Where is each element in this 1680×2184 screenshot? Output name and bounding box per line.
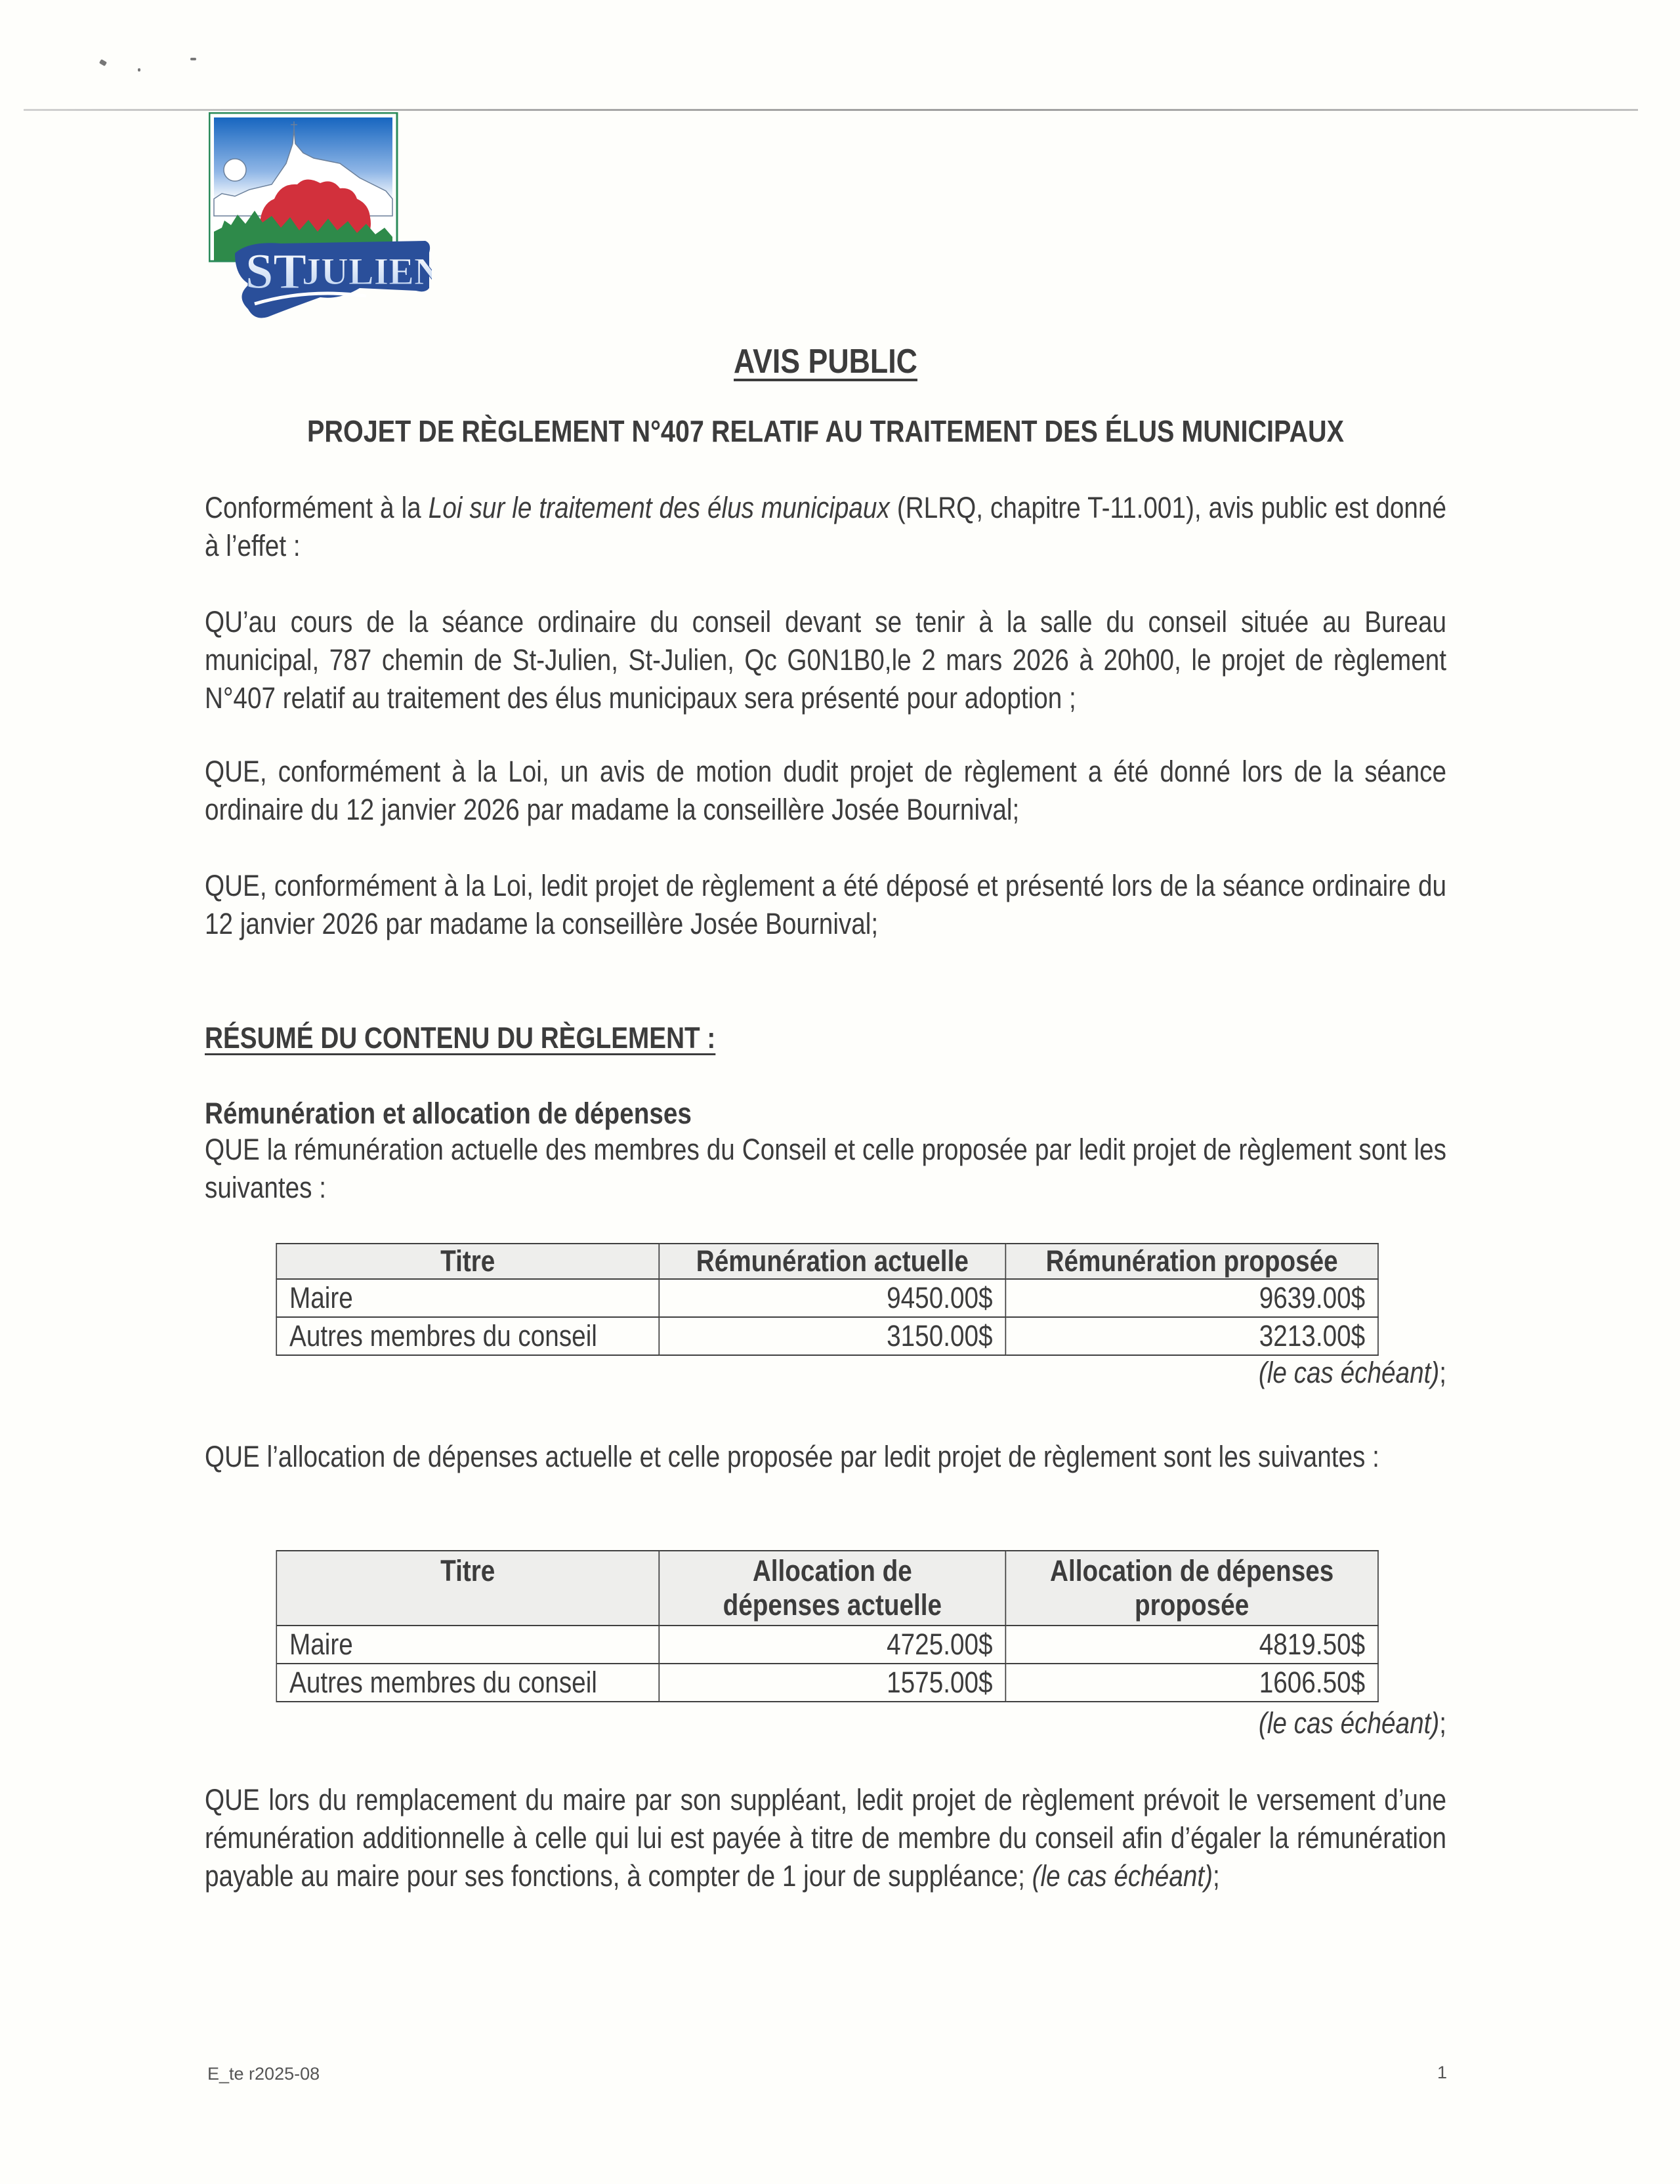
table-header-row	[276, 1244, 1378, 1279]
summary-heading: RÉSUMÉ DU CONTENU DU RÈGLEMENT :	[205, 1021, 716, 1055]
table-header-row	[276, 1551, 1378, 1626]
column-header: Rémunération actuelle	[659, 1244, 1005, 1279]
note-text: (le cas échéant)	[1258, 1356, 1440, 1389]
column-header: Titre	[276, 1551, 659, 1626]
current-amount: 9450.00$	[659, 1279, 1005, 1317]
intro-text-end: (RLRQ, chapitre T-11.001), avis public est donné à l’effet :	[205, 491, 1446, 562]
proposed-amount: 9639.00$	[1005, 1279, 1378, 1317]
seance-paragraph: QU’au cours de la séance ordinaire du conseil devant se tenir à la salle du conseil située au Bureau municipal, 787 chemin de St-Julien, St-Julien, Qc G0N1B0,le 2 mars 2026 à 20h00, le projet de règlement N°407 relatif au traitement des élus municipaux sera présenté pour adoption ;	[205, 605, 1446, 715]
page-title: AVIS PUBLIC	[734, 343, 917, 381]
column-header: Allocation de dépenses actuelle	[659, 1551, 1005, 1626]
row-title: Autres membres du conseil	[276, 1664, 659, 1702]
scan-header-line	[24, 109, 1638, 111]
scan-speck	[138, 68, 140, 72]
le-cas-echeant-note	[205, 1704, 1446, 1742]
note-suffix: ;	[1439, 1706, 1446, 1740]
le-cas-echeant-note	[205, 1354, 1446, 1392]
table-row	[276, 1664, 1378, 1702]
st-julien-logo-icon	[209, 112, 432, 322]
summary-subheading: Rémunération et allocation de dépenses	[205, 1097, 692, 1130]
column-header: Allocation de dépenses proposée	[1005, 1551, 1378, 1626]
logo-text-st: ST	[245, 244, 306, 299]
column-header: Rémunération proposée	[1005, 1244, 1378, 1279]
current-amount: 3150.00$	[659, 1317, 1005, 1355]
row-title: Autres membres du conseil	[276, 1317, 659, 1355]
table-row	[276, 1626, 1378, 1664]
law-name: Loi sur le traitement des élus municipaux	[428, 491, 890, 524]
depot-paragraph: QUE, conformément à la Loi, ledit projet de règlement a été déposé et présenté lors de la séance ordinaire du 12 janvier 2026 par madame la conseillère Josée Bournival;	[205, 869, 1446, 940]
row-title: Maire	[276, 1279, 659, 1317]
intro-text: Conformément à la	[205, 491, 429, 524]
suppleant-text: QUE lors du remplacement du maire par son suppléant, ledit projet de règlement prévoit le versement d’une rémunération additionnelle à celle qui lui est payée à titre de membre du conseil afin d’égaler la rémunération payable au maire pour ses fonctions, à compter de 1 jour de suppléance;	[205, 1783, 1446, 1893]
row-title: Maire	[276, 1626, 659, 1664]
allocation-intro: QUE l’allocation de dépenses actuelle et celle proposée par ledit projet de règlement sont les suivantes :	[205, 1440, 1379, 1473]
allocation-table	[276, 1550, 1378, 1702]
scan-speck	[190, 58, 196, 60]
suppleant-note: (le cas échéant)	[1032, 1859, 1213, 1893]
intro-paragraph	[205, 489, 1446, 565]
remuneration-intro: QUE la rémunération actuelle des membres du Conseil et celle proposée par ledit projet de règlement sont les suivantes :	[205, 1133, 1446, 1204]
proposed-amount: 4819.50$	[1005, 1626, 1378, 1664]
note-suffix: ;	[1439, 1356, 1446, 1389]
column-header: Titre	[276, 1244, 659, 1279]
logo-text-julien: JULIEN	[302, 250, 432, 293]
proposed-amount: 1606.50$	[1005, 1664, 1378, 1702]
document-subtitle: PROJET DE RÈGLEMENT N°407 RELATIF AU TRAITEMENT DES ÉLUS MUNICIPAUX	[306, 414, 1345, 448]
suppleant-paragraph	[205, 1781, 1446, 1895]
document-code: E_te r2025-08	[207, 2064, 320, 2084]
motion-paragraph: QUE, conformément à la Loi, un avis de motion dudit projet de règlement a été donné lors de la séance ordinaire du 12 janvier 2026 par madame la conseillère Josée Bournival;	[205, 755, 1446, 826]
scan-speck	[99, 59, 107, 66]
note-text: (le cas échéant)	[1258, 1706, 1440, 1740]
table-row	[276, 1279, 1378, 1317]
page-number: 1	[1437, 2063, 1448, 2082]
current-amount: 4725.00$	[659, 1626, 1005, 1664]
remuneration-table	[276, 1243, 1378, 1356]
current-amount: 1575.00$	[659, 1664, 1005, 1702]
proposed-amount: 3213.00$	[1005, 1317, 1378, 1355]
table-row	[276, 1317, 1378, 1355]
municipality-logo	[209, 112, 432, 316]
suppleant-suffix: ;	[1213, 1859, 1220, 1893]
